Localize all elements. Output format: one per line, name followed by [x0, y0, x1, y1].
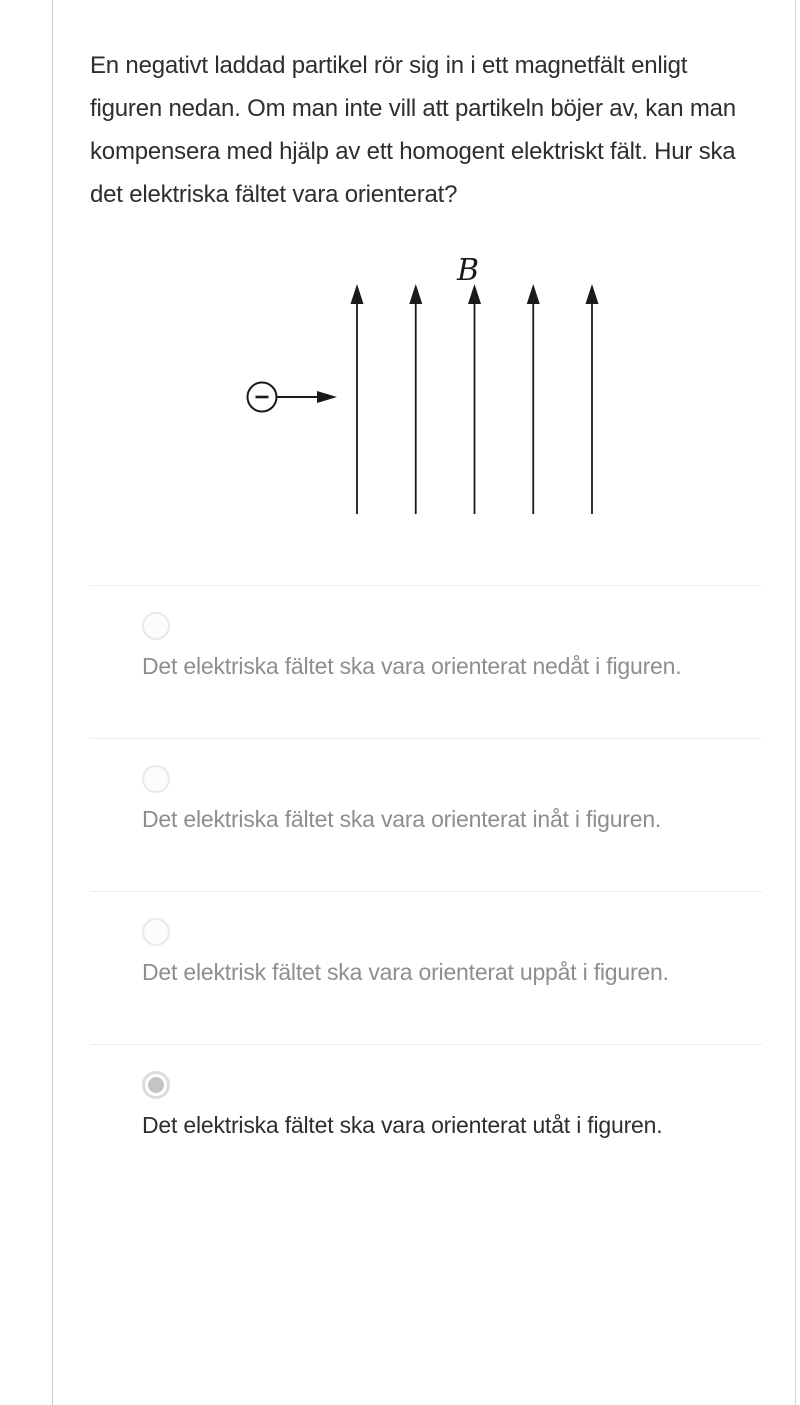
up-arrowhead-icon	[351, 284, 364, 304]
option-label[interactable]: Det elektriska fältet ska vara orienterat inåt i figuren.	[142, 806, 662, 832]
question-text: En negativt laddad partikel rör sig in i ett magnetfält enligt figuren nedan. Om man inte vill att partikeln böjer av, kan man kompensera med hjälp av ett homogent elektriskt fält. Hur ska det elektriska fältet vara orienterat?	[90, 52, 736, 208]
radio-button[interactable]	[142, 918, 170, 946]
up-arrowhead-icon	[586, 284, 599, 304]
velocity-arrow	[277, 391, 338, 403]
answer-option	[90, 1044, 762, 1197]
magnetic-field-figure	[240, 242, 640, 532]
up-arrowhead-icon	[527, 284, 540, 304]
answer-option	[90, 738, 762, 891]
radio-button[interactable]	[142, 612, 170, 640]
negative-particle	[248, 383, 277, 412]
field-label: B	[456, 253, 480, 288]
magnetic-field-diagram	[240, 242, 640, 532]
answer-option	[90, 891, 762, 1044]
question-card	[52, 0, 796, 1405]
option-label[interactable]: Det elektriska fältet ska vara orienterat utåt i figuren.	[142, 1112, 663, 1138]
field-arrows	[351, 284, 599, 514]
up-arrowhead-icon	[409, 284, 422, 304]
radio-button[interactable]	[142, 765, 170, 793]
option-label[interactable]: Det elektrisk fältet ska vara orienterat uppåt i figuren.	[142, 959, 669, 985]
radio-button[interactable]	[142, 1071, 170, 1099]
option-label[interactable]: Det elektriska fältet ska vara orienterat nedåt i figuren.	[142, 653, 682, 679]
answer-option	[90, 585, 762, 738]
answer-options	[90, 585, 762, 1197]
